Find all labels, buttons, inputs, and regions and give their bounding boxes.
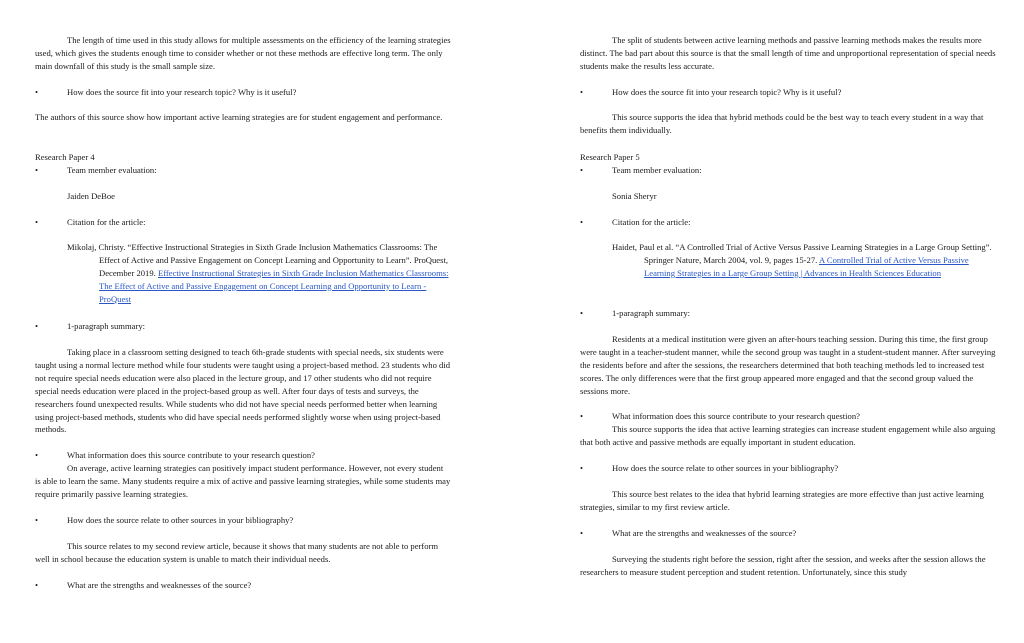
citation — [580, 241, 1000, 280]
answer-relate: This source best relates to the idea that hybrid learning strategies are more effective than just active learning strategies, similar to my first review article. — [580, 489, 984, 512]
research-paper-heading: Research Paper 5 — [580, 152, 640, 162]
paragraph-split-students: The split of students between active learning methods and passive learning methods makes the results more distinct. The bad part about this source is that the small length of time and unproportional representation of special needs students make the results less accurate. — [580, 35, 996, 71]
bullet-icon: • — [35, 165, 39, 175]
question-contribute: • What information does this source contribute to your research question? — [580, 411, 860, 421]
citation-link[interactable]: Effective Instructional Strategies in Sixth Grade Inclusion Mathematics Classrooms: The Effect of Active and Passive Engagement on Concept Learning and Opportunity to Learn - ProQuest — [99, 267, 449, 304]
team-member-name: Jaiden DeBoe — [67, 191, 115, 201]
answer-strengths: Surveying the students right before the session, right after the session, and weeks after the session allows the researchers to measure student perception and student retention. Unfortunately, since this study — [580, 554, 986, 577]
citation-label: • Citation for the article: — [35, 217, 146, 227]
summary-paragraph: Residents at a medical institution were given an after-hours teaching session. During this time, the first group were taught in a teacher-student manner, while the second group was taught in a student-student manner. After surveying the residents before and after the sessions, the researchers determined that both teaching methods led to increased test scores. The only differences were that the first group appeared more engaged and that the second group valued the sessions more. — [580, 334, 996, 396]
team-member-name: Sonia Sheryr — [612, 191, 657, 201]
answer-contribute: On average, active learning strategies can positively impact student performance. However, not every student is able to learn the same. Many students require a mix of active and passive learning strategies, while some students may require primarily passive learning strategies. — [35, 463, 451, 499]
bullet-icon: • — [580, 217, 584, 227]
answer-fit: This source supports the idea that hybrid methods could be the best way to teach every student in a way that benefits them individually. — [580, 112, 984, 135]
bullet-icon: • — [35, 515, 39, 525]
bullet-icon: • — [35, 87, 39, 97]
bullet-icon: • — [580, 308, 584, 318]
question-strengths: • What are the strengths and weaknesses of the source? — [35, 580, 252, 590]
bullet-icon: • — [580, 411, 584, 421]
question-fit-text: How does the source fit into your research topic? Why is it useful? — [67, 87, 297, 97]
bullet-icon: • — [580, 87, 584, 97]
citation-text: Mikolaj, Christy. “Effective Instructional Strategies in Sixth Grade Inclusion Mathematics Classrooms: The Effect of Active and Passive Engagement on Concept Learning and Opportunity to Learn”. ProQuest, December 2019. — [67, 242, 448, 278]
citation-text: Haidet, Paul et al. “A Controlled Trial of Active Versus Passive Learning Strategies in a Large Group Setting”. Springer Nature, March 2004, vol. 9, pages 15-27. — [612, 242, 992, 265]
team-member-label: • Team member evaluation: — [35, 165, 157, 175]
question-fit — [35, 86, 451, 99]
question-strengths: • What are the strengths and weaknesses of the source? — [580, 528, 797, 538]
answer-relate: This source relates to my second review article, because it shows that many students are not able to perform well in school because the education system is unable to match their individual needs. — [35, 541, 439, 564]
bullet-icon: • — [580, 165, 584, 175]
answer-fit: The authors of this source show how important active learning strategies are for student engagement and performance. — [35, 112, 443, 122]
summary-label: • 1-paragraph summary: — [35, 321, 146, 331]
bullet-icon: • — [580, 528, 584, 538]
bullet-icon: • — [35, 580, 39, 590]
citation-link[interactable]: A Controlled Trial of Active Versus Passive Learning Strategies in a Large Group Setting | Advances in Health Sciences Education — [644, 254, 969, 278]
answer-contribute: This source supports the idea that active learning strategies can increase student engagement while also arguing that both active and passive methods are equally important in student education. — [580, 424, 996, 447]
team-member-label: • Team member evaluation: — [580, 165, 702, 175]
question-contribute: • What information does this source contribute to your research question? — [35, 450, 315, 460]
bullet-icon: • — [35, 450, 39, 460]
question-relate: • How does the source relate to other sources in your bibliography? — [35, 515, 294, 525]
bullet-icon: • — [580, 463, 584, 473]
citation — [35, 241, 451, 306]
summary-label: • 1-paragraph summary: — [580, 308, 691, 318]
summary-paragraph: Taking place in a classroom setting designed to teach 6th-grade students with special needs, six students were taught using a normal lecture method while four students were taught using a project-based method. 23 students who did not require special needs education were also placed in the lecture group, and 17 other students who did not require special needs education were placed in the project-based group as well. After four days of tests and surveys, the researchers found unexpected results. While students who did not have special needs performed better when learning using project-based methods, students who did have special needs performed slightly worse when using project-based methods. — [35, 347, 451, 435]
bullet-icon: • — [35, 321, 39, 331]
research-paper-heading: Research Paper 4 — [35, 152, 95, 162]
paragraph-length-of-time: The length of time used in this study allows for multiple assessments on the efficiency of the learning strategies used, which gives the students enough time to consider whether or not these methods are effective long term. The only main downfall of this study is the small sample size. — [35, 35, 451, 71]
citation-label: • Citation for the article: — [580, 217, 691, 227]
question-relate: • How does the source relate to other sources in your bibliography? — [580, 463, 839, 473]
bullet-icon: • — [35, 217, 39, 227]
question-fit: • How does the source fit into your research topic? Why is it useful? — [580, 87, 842, 97]
